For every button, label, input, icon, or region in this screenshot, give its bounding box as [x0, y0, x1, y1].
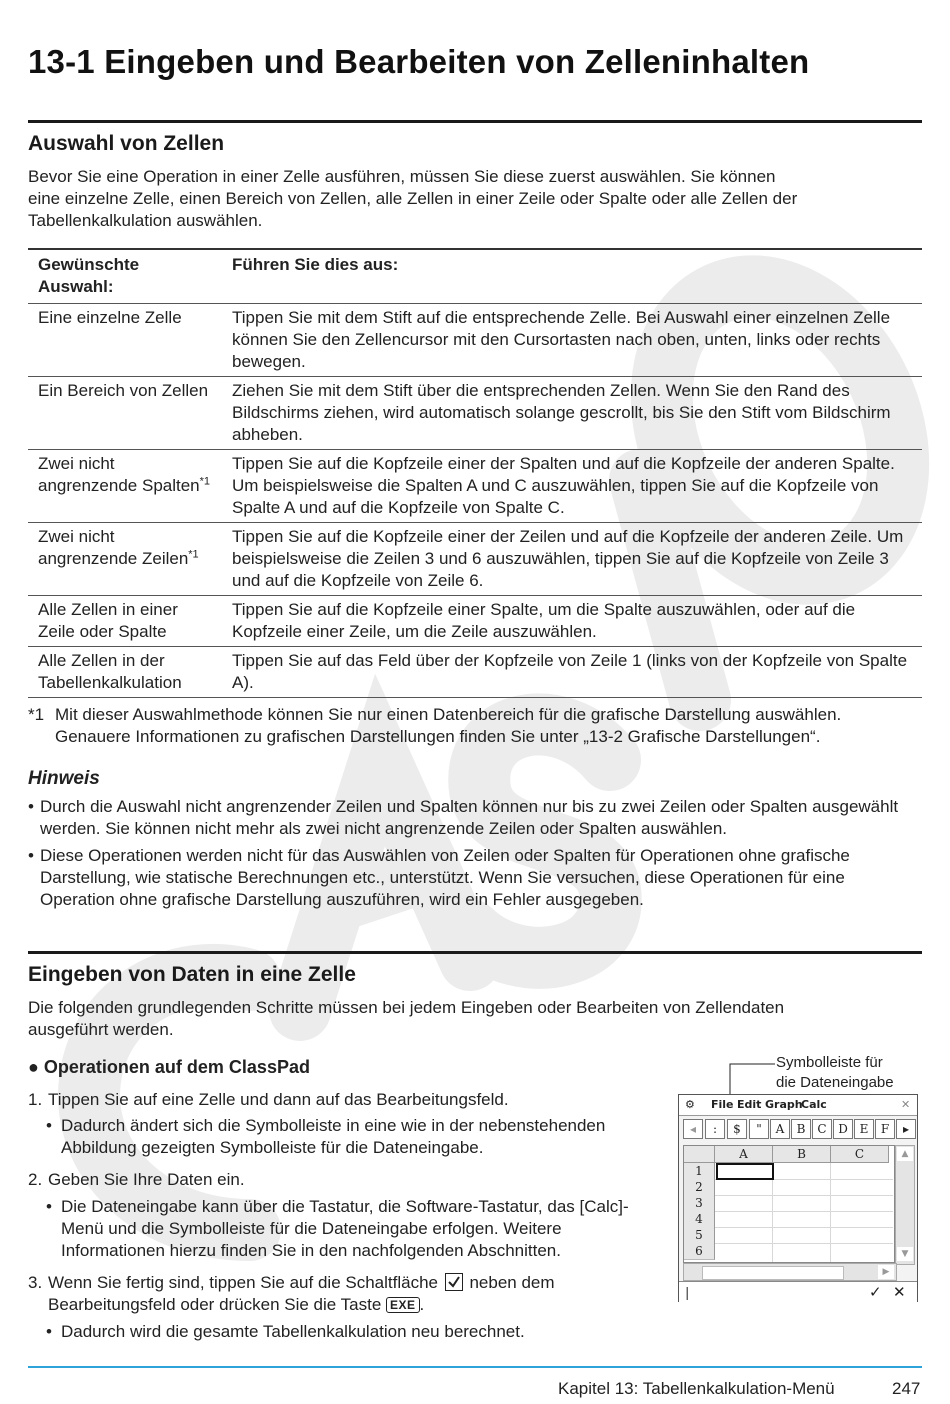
- footnote-ref: *1: [188, 548, 199, 561]
- note-text: Durch die Auswahl nicht angrenzender Zeilen und Spalten können nur bis zu zwei Zeilen oder Spalten ausgewählt werden. Sie können nicht mehr als zwei nicht angrenzende Zeilen oder Spalten auswählen.: [40, 797, 899, 838]
- footnote-ref: *1: [199, 475, 211, 488]
- section2-intro: Die folgenden grundlegenden Schritte müssen bei jedem Eingeben oder Bearbeiten von Zellendaten ausgeführt werden.: [28, 998, 785, 1039]
- step-subtext: Dadurch ändert sich die Symbolleiste in eine wie in der nebenstehenden Abbildung gezeigten Symbolleiste für die Dateneingabe.: [61, 1116, 606, 1157]
- toolbar-key: C: [812, 1119, 832, 1139]
- menu-item: File: [711, 1098, 734, 1111]
- cell-selection-text: Zwei nicht angrenzende Spalten: [38, 454, 200, 495]
- selection-table: [28, 248, 922, 698]
- toolbar-key: ": [749, 1119, 769, 1139]
- menu-item: Graph: [765, 1098, 803, 1111]
- scroll-right-icon: ▶: [878, 1265, 894, 1279]
- step-number: 2.: [28, 1170, 43, 1189]
- toolbar-key: :: [705, 1119, 725, 1139]
- column-header: A: [715, 1146, 773, 1163]
- toolbar-key: $: [727, 1119, 747, 1139]
- note-heading: Hinweis: [28, 768, 100, 789]
- horizontal-scrollbar: [683, 1263, 897, 1281]
- footnote-mark: *1: [28, 705, 45, 724]
- intro-line: Tabellenkalkulation auswählen.: [28, 211, 263, 230]
- section-rule: [28, 951, 922, 954]
- toolbar-key: F: [875, 1119, 895, 1139]
- table-header-row: [28, 249, 922, 304]
- section-heading-auswahl: Auswahl von Zellen: [28, 132, 225, 155]
- bullet-icon: •: [46, 1322, 52, 1341]
- toolbar-key: D: [833, 1119, 853, 1139]
- select-all-corner: [684, 1146, 715, 1163]
- cell-selection: [28, 523, 222, 596]
- header-action: Führen Sie dies aus:: [232, 255, 399, 274]
- grid-line: [715, 1211, 893, 1212]
- section-rule: [28, 120, 922, 123]
- step-text: Geben Sie Ihre Daten ein.: [48, 1170, 245, 1189]
- intro-line: Bevor Sie eine Operation in einer Zelle ausführen, müssen Sie diese zuerst auswählen. Sie können: [28, 167, 776, 186]
- cell-action: Ziehen Sie mit dem Stift über die entsprechenden Zellen. Wenn Sie den Rand des Bildschirms ziehen, wird automatisch solange gescrollt, bis Sie den Stift vom Bildschirm abheben.: [232, 381, 891, 444]
- row-header: 3: [684, 1195, 715, 1212]
- edit-cursor: |: [685, 1286, 690, 1301]
- grid-line: [830, 1163, 831, 1262]
- grid-line: [715, 1227, 893, 1228]
- step-text: [48, 1272, 658, 1316]
- callout-line: Symbolleiste für: [776, 1054, 883, 1071]
- page-number: 247: [892, 1379, 921, 1398]
- close-icon: ✕: [901, 1098, 911, 1111]
- cell-selection: [28, 450, 222, 523]
- grid-line: [715, 1195, 893, 1196]
- settings-icon: ⚙: [685, 1098, 695, 1111]
- page-title: 13-1 Eingeben und Bearbeiten von Zelleninhalten: [28, 43, 810, 80]
- spreadsheet-grid: [683, 1145, 895, 1263]
- checkmark-icon: ✓: [869, 1283, 882, 1301]
- row-header: 1: [684, 1163, 715, 1180]
- cell-action: Tippen Sie auf die Kopfzeile einer Spalte, um die Spalte auszuwählen, oder auf die Kopfzeile einer Zeile, um die Zeile auszuwählen.: [232, 600, 856, 641]
- exe-key-icon: EXE: [386, 1297, 420, 1313]
- operations-heading: [28, 1056, 310, 1078]
- row-header: 5: [684, 1227, 715, 1244]
- cell-selection: Eine einzelne Zelle: [38, 308, 182, 327]
- table-row: [28, 377, 922, 450]
- cell-selection: Alle Zellen in einer Zeile oder Spalte: [38, 600, 178, 641]
- note-text: Diese Operationen werden nicht für das Auswählen von Zeilen oder Spalten für Operationen ohne grafische Darstellung, wie statische Berechnungen etc., unterstützt. Wenn Sie versuchen, diese Operationen für eine Operation ohne grafische Darstellung auszuführen, wird ein Fehler ausgegeben.: [40, 846, 850, 909]
- scroll-left-icon: ◂: [683, 1119, 703, 1139]
- cell-action: Tippen Sie auf die Kopfzeile einer der Zeilen und auf die Kopfzeile der anderen Zeile. Um beispielsweise die Zeilen 3 und 6 auszuwählen, tippen Sie auf die Kopfzeile von Zeile 3 und auf die Kopfzeile von Zeile 6.: [232, 527, 904, 590]
- toolbar-callout: [776, 1053, 894, 1093]
- bullet-icon: •: [28, 797, 34, 816]
- header-selection: Gewünschte Auswahl:: [38, 255, 140, 296]
- column-header: C: [831, 1146, 889, 1163]
- footer-rule: [28, 1366, 922, 1368]
- grid-line: [715, 1243, 893, 1244]
- scroll-down-icon: ▼: [897, 1247, 913, 1261]
- table-row: [28, 523, 922, 596]
- screenshot-menubar: [679, 1095, 917, 1116]
- toolbar-key: A: [770, 1119, 790, 1139]
- scroll-thumb: [702, 1266, 844, 1280]
- classpad-screenshot: [678, 1094, 918, 1302]
- step-text-part: neben dem: [469, 1273, 555, 1292]
- intro-line: eine einzelne Zelle, einen Bereich von Zellen, alle Zellen in einer Zeile oder Spalte oder alle Zellen der: [28, 189, 798, 208]
- cell-action: Tippen Sie auf die Kopfzeile einer der Spalten und auf die Kopfzeile der anderen Spalte. Um beispielsweise die Spalten A und C auszuwählen, tippen Sie auf die Kopfzeile von Spalte A und auf die Kopfzeile von Spalte C.: [232, 454, 895, 517]
- column-header: B: [773, 1146, 831, 1163]
- row-header: 4: [684, 1211, 715, 1228]
- cell-selection: Ein Bereich von Zellen: [38, 381, 209, 400]
- vertical-scrollbar: [895, 1145, 915, 1265]
- step-text-part: Bearbeitungsfeld oder drücken Sie die Taste: [48, 1295, 382, 1314]
- close-icon: ✕: [893, 1283, 906, 1301]
- cell-selection: Alle Zellen in der Tabellenkalkulation: [38, 651, 182, 692]
- cell-action: Tippen Sie mit dem Stift auf die entsprechende Zelle. Bei Auswahl einer einzelnen Zelle können Sie den Zellencursor mit den Cursortasten nach oben, unten, links oder rechts bewegen.: [232, 308, 891, 371]
- row-header: 6: [684, 1243, 715, 1260]
- step-number: 3.: [28, 1273, 43, 1292]
- edit-field: [679, 1281, 917, 1302]
- step-number: 1.: [28, 1090, 43, 1109]
- footer-chapter: Kapitel 13: Tabellenkalkulation-Menü: [558, 1379, 835, 1398]
- step-subtext: Die Dateneingabe kann über die Tastatur, die Software-Tastatur, das [Calc]-Menü und die Symbolleiste für die Dateneingabe erfolgen. Weitere Informationen hierzu finden Sie in den nachfolgenden Abschnitten.: [61, 1197, 629, 1260]
- step-subtext: Dadurch wird die gesamte Tabellenkalkulation neu berechnet.: [61, 1322, 525, 1341]
- step-text: Tippen Sie auf eine Zelle und dann auf das Bearbeitungsfeld.: [48, 1090, 509, 1109]
- data-entry-toolbar: [679, 1117, 917, 1139]
- menu-item: Edit: [737, 1098, 762, 1111]
- bullet-icon: •: [28, 846, 34, 865]
- toolbar-key: B: [791, 1119, 811, 1139]
- operations-heading-text: Operationen auf dem ClassPad: [43, 1057, 310, 1077]
- scroll-up-icon: ▲: [897, 1147, 913, 1161]
- checkmark-icon: [445, 1273, 463, 1291]
- bullet-icon: •: [46, 1197, 52, 1216]
- table-row: [28, 596, 922, 647]
- footnote-text: Mit dieser Auswahlmethode können Sie nur einen Datenbereich für die grafische Darstellung auswählen. Genauere Informationen zu grafischen Darstellungen finden Sie unter „13-2 Grafische Darstellungen“.: [55, 705, 842, 746]
- toolbar-key: E: [854, 1119, 874, 1139]
- intro-paragraph: [28, 166, 908, 232]
- section-heading-eingeben: Eingeben von Daten in eine Zelle: [28, 963, 356, 986]
- row-header: 2: [684, 1179, 715, 1196]
- scroll-right-icon: ▸: [896, 1119, 916, 1139]
- table-row: [28, 647, 922, 698]
- step-text-part: .: [419, 1295, 425, 1314]
- cell-cursor: [716, 1163, 774, 1180]
- step-text-part: Wenn Sie fertig sind, tippen Sie auf die Schaltfläche: [48, 1273, 438, 1292]
- cell-action: Tippen Sie auf das Feld über der Kopfzeile von Zeile 1 (links von der Kopfzeile von Spalte A).: [232, 651, 908, 692]
- bullet-icon: •: [46, 1116, 52, 1135]
- menu-item: Calc: [801, 1098, 827, 1111]
- table-row: [28, 450, 922, 523]
- callout-line: die Dateneingabe: [776, 1074, 894, 1091]
- cell-selection-text: Zwei nicht angrenzende Zeilen: [38, 527, 189, 568]
- bullet-icon: ●: [28, 1057, 39, 1077]
- table-row: [28, 304, 922, 377]
